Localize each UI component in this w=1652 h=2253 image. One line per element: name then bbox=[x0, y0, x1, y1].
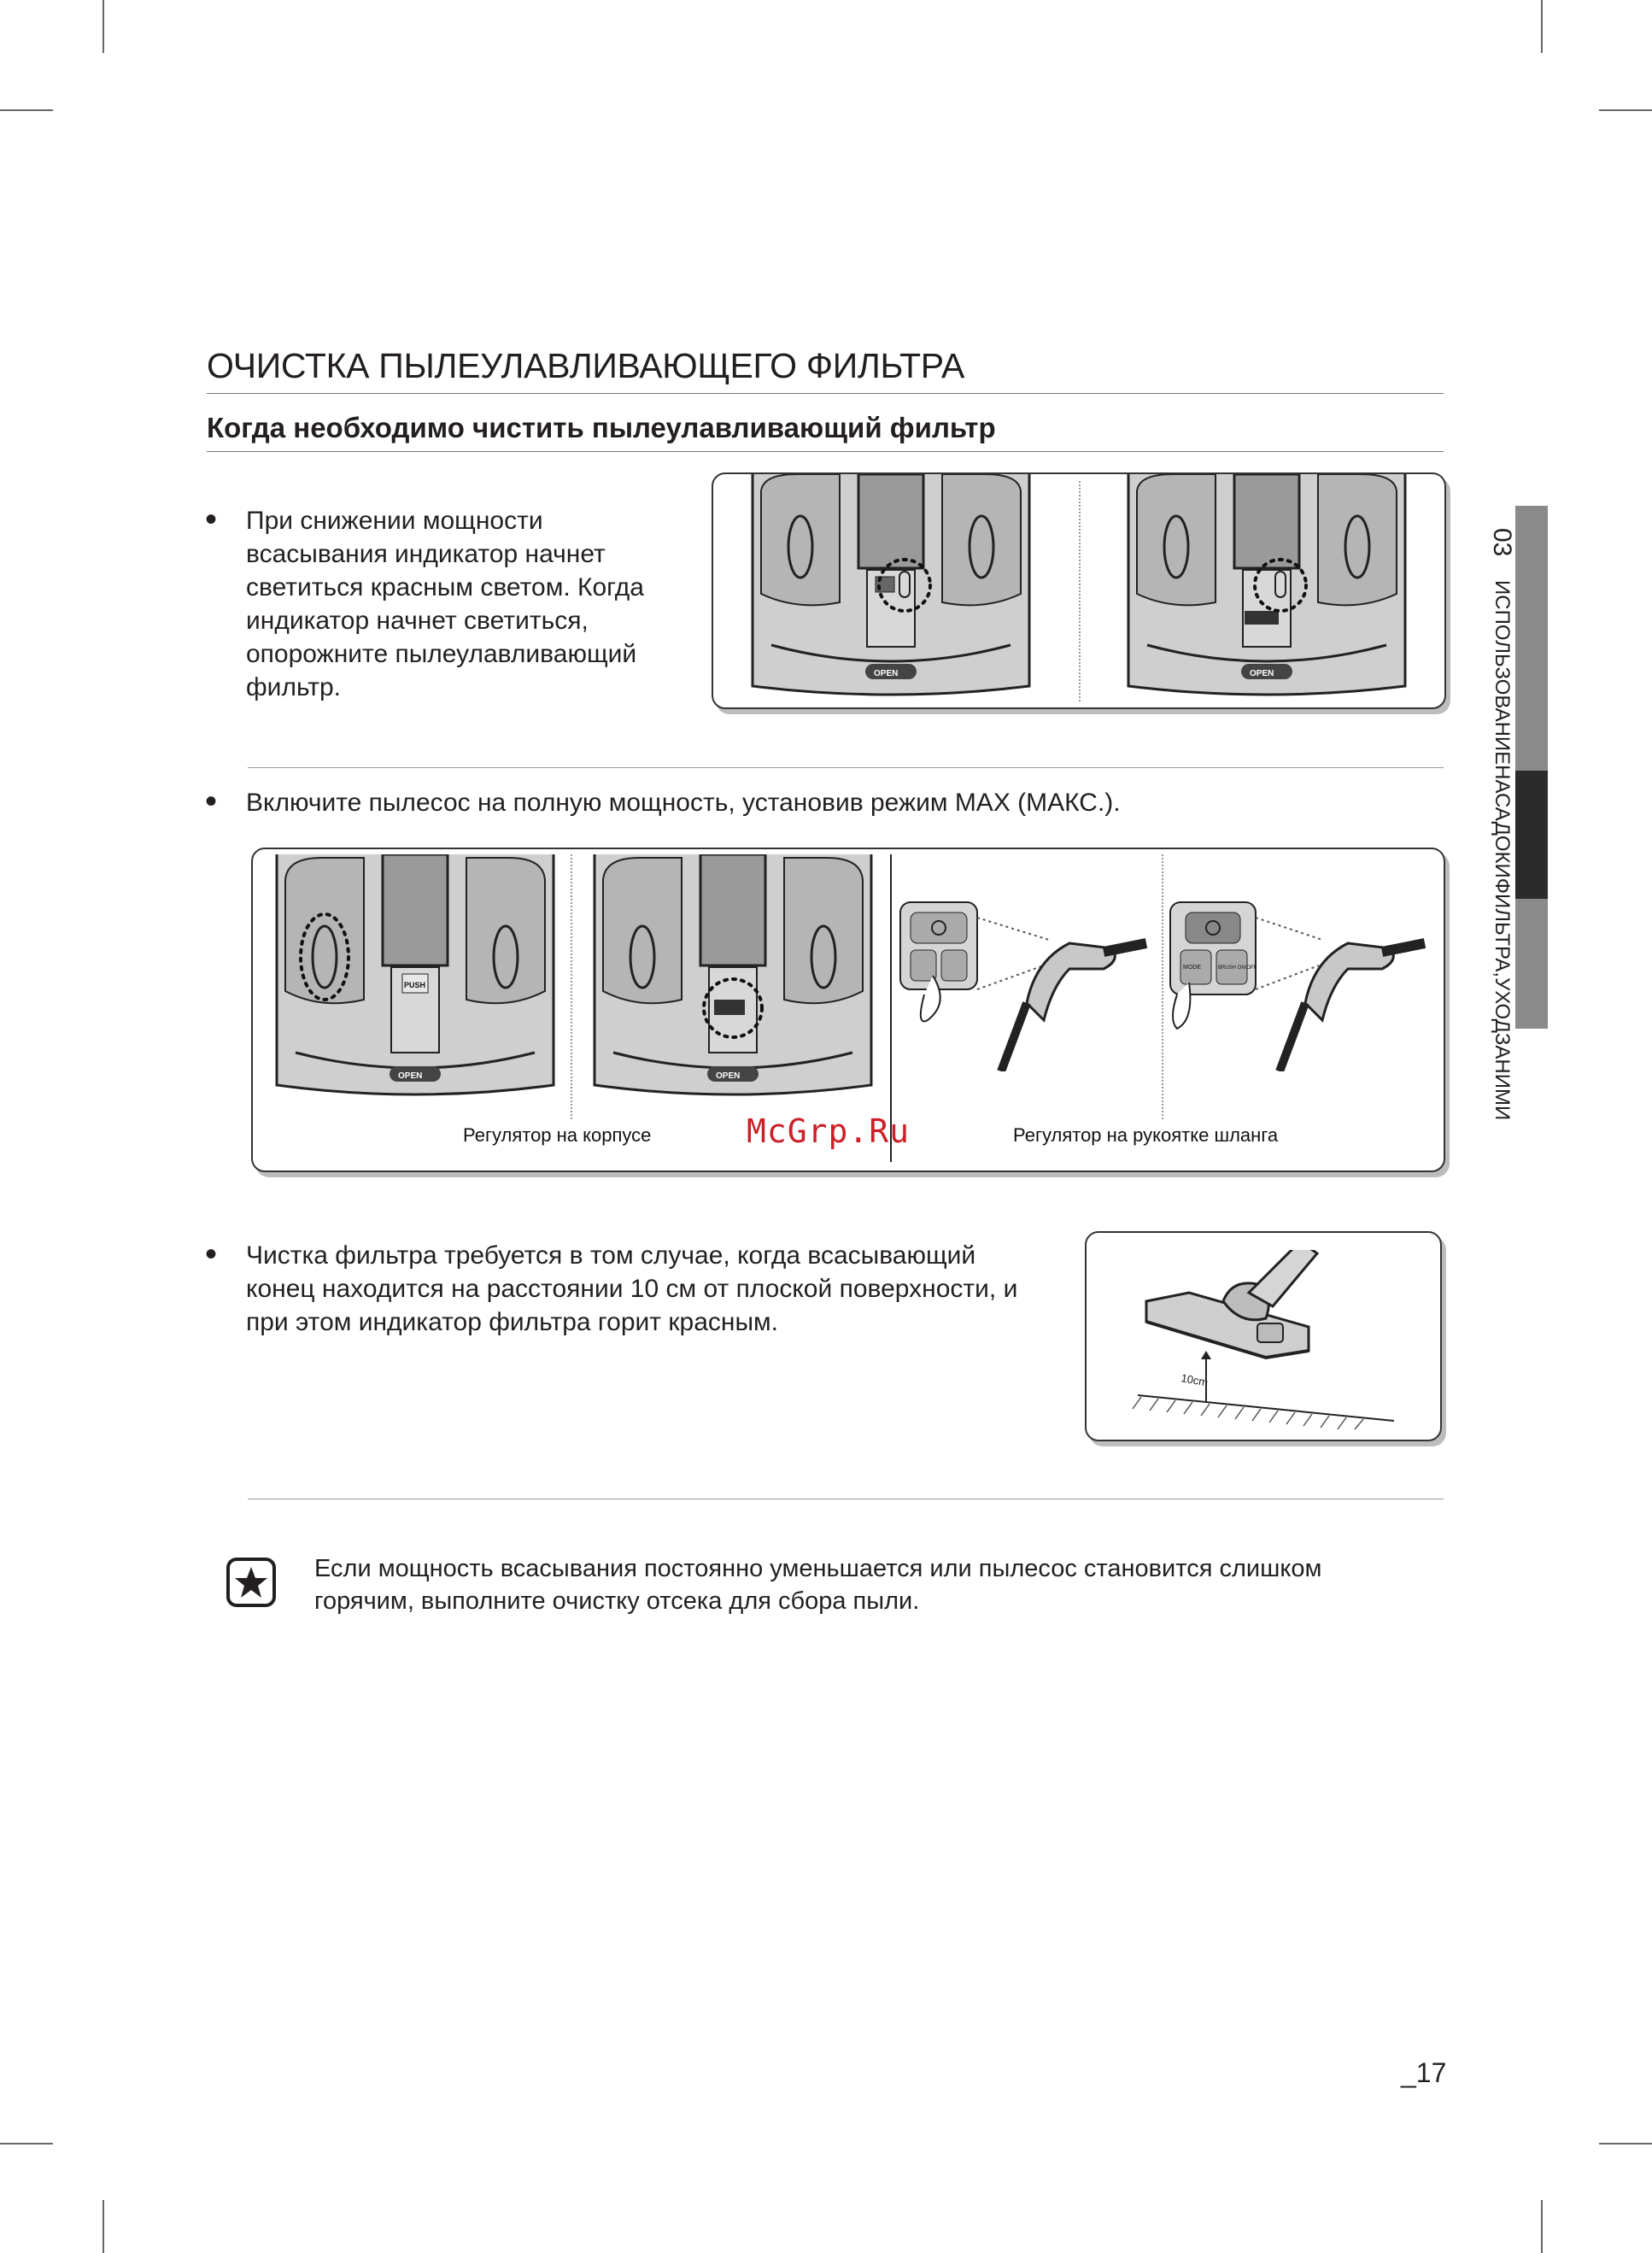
crop-mark bbox=[1599, 109, 1652, 111]
bullet-dot: • bbox=[205, 501, 218, 538]
section-subtitle: Когда необходимо чистить пылеулавливающий фильтр bbox=[207, 412, 996, 443]
bullet-2-text: Включите пылесос на полную мощность, установив режим MAX (МАКС.). bbox=[246, 789, 1121, 817]
figure-divider bbox=[1079, 481, 1081, 701]
open-label: OPEN bbox=[874, 669, 899, 678]
figure-divider bbox=[1162, 854, 1163, 1119]
figure-indicator bbox=[712, 472, 1446, 709]
side-tab-dark bbox=[1515, 771, 1548, 899]
side-tab-text: ИСПОЛЬЗОВАНИЕНАСАДОКИФИЛЬТРА,УХОДЗАНИМИ bbox=[1491, 580, 1514, 1121]
side-tab bbox=[1461, 506, 1548, 1121]
caption-body-control: Регулятор на корпусе bbox=[463, 1124, 652, 1146]
bullet-1-text bbox=[246, 504, 690, 704]
subtitle-rule bbox=[207, 451, 1444, 452]
open-label: OPEN bbox=[398, 1071, 423, 1081]
separator-rule bbox=[248, 767, 1444, 768]
crop-mark bbox=[1599, 2143, 1652, 2144]
bullet-1-line: всасывания индикатор начнет bbox=[246, 540, 606, 568]
bullet-1-line: При снижении мощности bbox=[246, 507, 543, 535]
crop-mark bbox=[103, 2200, 104, 2253]
bullet-3-text bbox=[246, 1239, 1066, 1339]
floor-nozzle-illustration bbox=[1129, 1250, 1420, 1429]
bullet-3-line: Чистка фильтра требуется в том случае, когда всасывающий bbox=[246, 1241, 976, 1270]
bullet-dot: • bbox=[205, 1235, 218, 1273]
distance-label: 10cm bbox=[1180, 1371, 1210, 1389]
note-star-icon bbox=[226, 1557, 277, 1608]
hose-handle-remote bbox=[899, 901, 1155, 1071]
note-line: горячим, выполните очистку отсека для сбора пыли. bbox=[314, 1587, 920, 1615]
crop-mark bbox=[1541, 2200, 1543, 2253]
crop-mark bbox=[0, 2143, 53, 2144]
vacuum-top-view bbox=[270, 854, 560, 1111]
vacuum-top-view bbox=[1122, 474, 1412, 703]
crop-mark bbox=[0, 109, 53, 111]
section-title: ОЧИСТКА ПЫЛЕУЛАВЛИВАЮЩЕГО ФИЛЬТРА bbox=[207, 346, 965, 385]
note-line: Если мощность всасывания постоянно уменьшается или пылесос становится слишком bbox=[314, 1555, 1322, 1582]
side-tab-light bbox=[1515, 506, 1548, 1029]
bullet-1-line: фильтр. bbox=[246, 673, 341, 701]
watermark: McGrp.Ru bbox=[747, 1112, 911, 1150]
open-label: OPEN bbox=[716, 1071, 741, 1081]
bullet-1-line: светиться красным светом. Когда bbox=[246, 573, 644, 601]
figure-nozzle-distance bbox=[1085, 1231, 1442, 1441]
page-number: _17 bbox=[1401, 2057, 1447, 2088]
figure-max-mode bbox=[251, 848, 1445, 1172]
title-rule bbox=[207, 393, 1444, 394]
open-label: OPEN bbox=[1250, 669, 1274, 678]
remote-brush-label: BRUSH ON/OFF bbox=[1218, 965, 1257, 971]
bullet-dot: • bbox=[205, 783, 218, 820]
caption-hose-control: Регулятор на рукоятке шланга bbox=[1013, 1124, 1279, 1146]
bullet-1-line: опорожните пылеулавливающий bbox=[246, 640, 637, 668]
remote-mode-label: MODE bbox=[1183, 965, 1201, 971]
push-label: PUSH bbox=[404, 981, 426, 989]
bullet-3-line: конец находится на расстоянии 10 см от плоской поверхности, и bbox=[246, 1275, 1018, 1303]
vacuum-top-view bbox=[588, 854, 878, 1111]
hose-handle-remote bbox=[1169, 901, 1433, 1071]
crop-mark bbox=[1541, 0, 1543, 53]
figure-divider bbox=[571, 854, 572, 1119]
crop-mark bbox=[103, 0, 104, 53]
side-tab-label bbox=[1485, 528, 1519, 1121]
bullet-3-line: при этом индикатор фильтра горит красным. bbox=[246, 1308, 778, 1336]
side-tab-number: 03 bbox=[1488, 528, 1516, 557]
vacuum-top-view bbox=[746, 474, 1036, 703]
bullet-1-line: индикатор начнет светиться, bbox=[246, 607, 589, 635]
note-text bbox=[314, 1552, 1442, 1617]
